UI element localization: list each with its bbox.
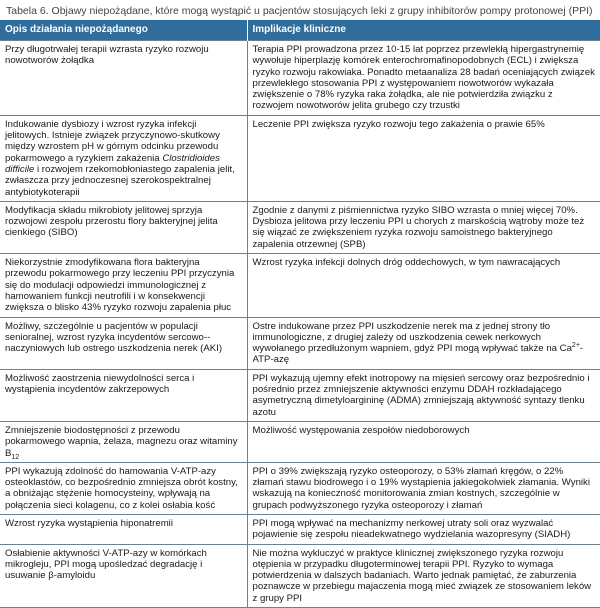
- column-header-effect: Opis działania niepożądanego: [0, 20, 247, 41]
- table-row: [0, 369, 600, 421]
- implications-cell: Nie można wykluczyć w praktyce klinicznej zwiększonego ryzyka rozwoju otępienia w przypadku długoterminowej terapii PPI. Ryzyko to wymaga potwierdzenia w dalszych badaniach. Warto jednak pamiętać, że zaburzenia poznawcze w przebiegu majaczenia mogą mieć związek ze stosowaniem leków z grupy PPI: [247, 544, 600, 607]
- table-row: [0, 514, 600, 544]
- effect-cell: Możliwy, szczególnie u pacjentów w populacji senioralnej, wzrost ryzyka incydentów sercowo--naczyniowych lub ostrego uszkodzenia nerek (AKI): [0, 317, 247, 369]
- effect-cell: Modyfikacja składu mikrobioty jelitowej sprzyja rozwojowi zespołu przerostu flory bakteryjnej jelita cienkiego (SIBO): [0, 201, 247, 253]
- table-row: [0, 421, 600, 462]
- adverse-effects-table: [0, 20, 600, 608]
- implications-cell: Terapia PPI prowadzona przez 10-15 lat poprzez przewlekłą hipergastrynemię wywołuje hiperplazję komórek enterochromafinopodobnych (ECL) i zwiększa ryzyko rozwoju rakowiaka. Ponadto metaanaliza 28 badań oceniających związek przewlekłego stosowania PPI z występowaniem nowotworów wykazała zwiększenie o 78% ryzyka raka żołądka, ale nie potwierdziła związku z rozwojem nowotworów jelita grubego czy trzustki: [247, 41, 600, 116]
- table-caption: Tabela 6. Objawy niepożądane, które mogą wystąpić u pacjentów stosujących leki z grupy inhibitorów pompy protonowej (PPI): [6, 5, 593, 17]
- implications-text: Ostre indukowane przez PPI uszkodzenie nerek ma z jednej strony tło immunologiczne, z drugiej zależy od uszkodzenia cewek nerkowych wywołanego przedłużonym wapniem, gdyż PPI mogą wpływać także na Ca: [252, 320, 572, 355]
- implications-cell: [247, 317, 600, 369]
- table-row: [0, 254, 600, 317]
- effect-italic-text: Clostridioides difficile: [5, 152, 220, 175]
- effect-text: Indukowanie dysbiozy i wzrost ryzyka infekcji jelitowych. Istnieje związek przyczynowo-skutkowy między wzrostem pH w górnym odcinku przewodu pokarmowego a ryzykiem zakażenia: [5, 118, 220, 164]
- implications-text: -ATP-azę: [252, 343, 584, 366]
- implications-cell: Wzrost ryzyka infekcji dolnych dróg oddechowych, w tym nawracających: [247, 254, 600, 317]
- column-header-implications: Implikacje kliniczne: [247, 20, 600, 41]
- effect-cell: [0, 421, 247, 462]
- table-row: [0, 317, 600, 369]
- implications-cell: Zgodnie z danymi z piśmiennictwa ryzyko SIBO wzrasta o mniej więcej 70%. Dysbioza jelitowa przy leczeniu PPI u chorych z marskością wątroby może też się wiązać ze zwiększeniem ryzyka rozwoju samoistnego bakteryjnego zapalenia otrzewnej (SPB): [247, 201, 600, 253]
- implications-cell: PPI wykazują ujemny efekt inotropowy na mięsień sercowy oraz bezpośrednio i pośrednio przez zmniejszenie aktywności enzymu DDAH rozkładającego asymetryczną dimetyloargininę (ADMA) zmniejszają aktywność syntazy tlenku azotu: [247, 369, 600, 421]
- table-row: [0, 544, 600, 607]
- implications-cell: Leczenie PPI zwiększa ryzyko rozwoju tego zakażenia o prawie 65%: [247, 115, 600, 201]
- table-row: [0, 41, 600, 116]
- effect-cell: Osłabienie aktywności V-ATP-azy w komórkach mikrogleju, PPI mogą upośledzać degradację i usuwanie β-amyloidu: [0, 544, 247, 607]
- table-row: [0, 462, 600, 514]
- effect-cell: Możliwość zaostrzenia niewydolności serca i wystąpienia incydentów zakrzepowych: [0, 369, 247, 421]
- effect-text: Zmniejszenie biodostępności z przewodu pokarmowego wapnia, żelaza, magnezu oraz witaminy B: [5, 424, 238, 459]
- implications-cell: PPI mogą wpływać na mechanizmy nerkowej utraty soli oraz wyzwalać pojawienie się zespołu nieadekwatnego wydzielania wazopresyny (SIADH): [247, 514, 600, 544]
- effect-cell: [0, 115, 247, 201]
- table-header-row: [0, 20, 600, 41]
- effect-text: i rozwojem rzekomobłoniastego zapalenia jelit, zwłaszcza przy jednoczesnej szerokospektralnej antybiotykoterapii: [5, 163, 235, 198]
- implications-cell: PPI o 39% zwiększają ryzyko osteoporozy, o 53% złamań kręgów, o 22% złamań stawu biodrowego i o 19% wystąpienia jakiegokolwiek złamania. Wyniki wskazują na konieczność monitorowania zmian kostnych, szczególnie w grupach podwyższonego ryzyka osteoporozy i złamań: [247, 462, 600, 514]
- effect-cell: PPI wykazują zdolność do hamowania V-ATP-azy osteoklastów, co bezpośrednio zmniejsza obrót kostny, a obniżając stężenie homocysteiny, wpływają na połączenia sieci kolagenu, co z kolei osłabia kość: [0, 462, 247, 514]
- subscript-text: 12: [11, 453, 20, 461]
- table-row: [0, 115, 600, 201]
- implications-cell: Możliwość występowania zespołów niedoborowych: [247, 421, 600, 462]
- superscript-text: 2+: [571, 341, 580, 349]
- effect-cell: Niekorzystnie zmodyfikowana flora bakteryjna przewodu pokarmowego przy leczeniu PPI przyczynia się do modulacji odpowiedzi immunologicznej z hamowaniem funkcji neutrofili i w konsekwencji zwiększa o blisko 43% ryzyko rozwoju zapalenia płuc: [0, 254, 247, 317]
- effect-cell: Przy długotrwałej terapii wzrasta ryzyko rozwoju nowotworów żołądka: [0, 41, 247, 116]
- effect-cell: Wzrost ryzyka wystąpienia hiponatremii: [0, 514, 247, 544]
- table-row: [0, 201, 600, 253]
